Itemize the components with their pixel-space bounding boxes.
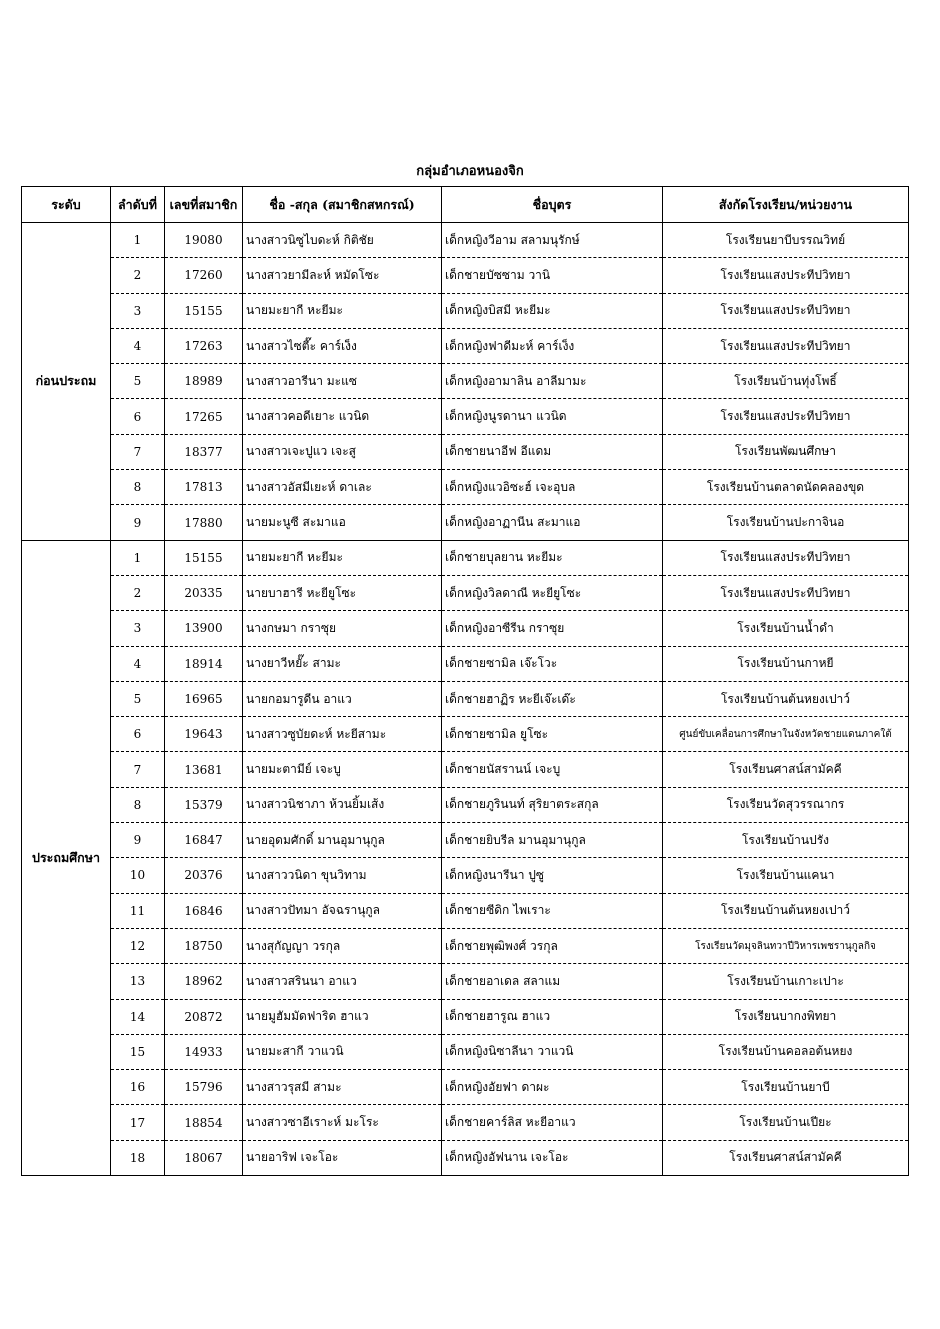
- child-name-cell: เด็กชายนาอีฟ อีแดม: [442, 434, 663, 469]
- member-name-cell: นางสุกัญญา วรกุล: [243, 928, 442, 963]
- table-row: [22, 1105, 909, 1140]
- table-row: [22, 364, 909, 399]
- table-row: [22, 928, 909, 963]
- member-id-cell: 15796: [165, 1070, 243, 1105]
- member-id-cell: 15155: [165, 540, 243, 575]
- member-id-cell: 14933: [165, 1034, 243, 1069]
- member-name-cell: นางสาวนิชาภา ห้วนยิ้มเส้ง: [243, 787, 442, 822]
- table-row: [22, 470, 909, 505]
- member-id-cell: 15379: [165, 787, 243, 822]
- level-cell: ก่อนประถม: [22, 223, 111, 541]
- order-cell: 5: [111, 364, 165, 399]
- member-id-cell: 17260: [165, 258, 243, 293]
- header-school: สังกัดโรงเรียน/หน่วยงาน: [663, 187, 909, 223]
- table-row: [22, 1070, 909, 1105]
- header-level: ระดับ: [22, 187, 111, 223]
- member-name-cell: นายมูฮัมมัดฟาริด ฮาแว: [243, 999, 442, 1034]
- table-row: [22, 964, 909, 999]
- member-id-cell: 18989: [165, 364, 243, 399]
- child-name-cell: เด็กหญิงนูรดานา แวนิด: [442, 399, 663, 434]
- member-name-cell: นายมะนูซี สะมาแอ: [243, 505, 442, 540]
- order-cell: 17: [111, 1105, 165, 1140]
- member-name-cell: นางสาวไซตี๊ะ คาร์เง็ง: [243, 328, 442, 363]
- member-name-cell: นายมะสากี วาแวนิ: [243, 1034, 442, 1069]
- school-cell: โรงเรียนบ้านปะกาจินอ: [663, 505, 909, 540]
- child-name-cell: เด็กหญิงนารีนา ปูซู: [442, 858, 663, 893]
- child-name-cell: เด็กหญิงบิสมี หะยีมะ: [442, 293, 663, 328]
- member-id-cell: 18854: [165, 1105, 243, 1140]
- member-id-cell: 18067: [165, 1140, 243, 1175]
- table-row: [22, 575, 909, 610]
- school-cell: โรงเรียนบ้านคอลอต้นหยง: [663, 1034, 909, 1069]
- table-row: [22, 540, 909, 575]
- order-cell: 9: [111, 505, 165, 540]
- order-cell: 15: [111, 1034, 165, 1069]
- member-name-cell: นางสาวนิซูไบดะห์ กิติชัย: [243, 223, 442, 258]
- table-row: [22, 328, 909, 363]
- member-name-cell: นางสาวยามีละห์ หมัดโซะ: [243, 258, 442, 293]
- table-row: [22, 223, 909, 258]
- member-name-cell: นายมะตามีย์ เจะบู: [243, 752, 442, 787]
- order-cell: 6: [111, 399, 165, 434]
- header-member-id: เลขที่สมาชิก: [165, 187, 243, 223]
- child-name-cell: เด็กชายบุลยาน หะยีมะ: [442, 540, 663, 575]
- member-id-cell: 15155: [165, 293, 243, 328]
- school-cell: โรงเรียนบ้านต้นหยงเปาว์: [663, 893, 909, 928]
- table-row: [22, 258, 909, 293]
- table-row: [22, 399, 909, 434]
- school-cell: โรงเรียนบ้านปรัง: [663, 823, 909, 858]
- member-name-cell: นายมะยากี หะยีมะ: [243, 540, 442, 575]
- order-cell: 16: [111, 1070, 165, 1105]
- school-cell: โรงเรียนวัดสุวรรณากร: [663, 787, 909, 822]
- member-name-cell: นางยาวีหยั๊ะ สามะ: [243, 646, 442, 681]
- school-cell: โรงเรียนแสงประทีปวิทยา: [663, 540, 909, 575]
- header-order: ลำดับที่: [111, 187, 165, 223]
- member-id-cell: 16846: [165, 893, 243, 928]
- table-body: [22, 223, 909, 1176]
- order-cell: 13: [111, 964, 165, 999]
- member-id-cell: 20872: [165, 999, 243, 1034]
- member-id-cell: 17813: [165, 470, 243, 505]
- school-cell: โรงเรียนบ้านแคนา: [663, 858, 909, 893]
- member-id-cell: 19643: [165, 717, 243, 752]
- school-cell: โรงเรียนวัดมุจลินทวาปีวิหารเพชรานุกูลกิจ: [663, 928, 909, 963]
- header-member-name: ชื่อ -สกุล (สมาชิกสหกรณ์): [243, 187, 442, 223]
- member-id-cell: 16847: [165, 823, 243, 858]
- member-name-cell: นางสาวเจะปูแว เจะสู: [243, 434, 442, 469]
- child-name-cell: เด็กหญิงฟาดีมะห์ คาร์เง็ง: [442, 328, 663, 363]
- order-cell: 4: [111, 646, 165, 681]
- school-cell: โรงเรียนแสงประทีปวิทยา: [663, 575, 909, 610]
- document-title: กลุ่มอำเภอหนองจิก: [416, 164, 524, 179]
- order-cell: 9: [111, 823, 165, 858]
- child-name-cell: เด็กหญิงอาฏานีน สะมาแอ: [442, 505, 663, 540]
- member-id-cell: 13900: [165, 611, 243, 646]
- member-id-cell: 17265: [165, 399, 243, 434]
- school-cell: โรงเรียนบากงพิทยา: [663, 999, 909, 1034]
- member-children-table: [21, 186, 909, 1176]
- child-name-cell: เด็กชายบัซซาม วานิ: [442, 258, 663, 293]
- member-name-cell: นางกษมา กราซุย: [243, 611, 442, 646]
- header-row: [22, 187, 909, 223]
- member-name-cell: นางสาวคอดีเยาะ แวนิด: [243, 399, 442, 434]
- table-row: [22, 893, 909, 928]
- order-cell: 8: [111, 787, 165, 822]
- table-row: [22, 858, 909, 893]
- table-row: [22, 681, 909, 716]
- member-name-cell: นางสาวปัทมา อัจฉรานุกูล: [243, 893, 442, 928]
- member-name-cell: นางสาวซูบัยดะห์ หะยีสามะ: [243, 717, 442, 752]
- child-name-cell: เด็กหญิงวีอาม สลามนุรักษ์: [442, 223, 663, 258]
- member-id-cell: 18914: [165, 646, 243, 681]
- order-cell: 18: [111, 1140, 165, 1175]
- member-name-cell: นายกอมารูดีน อาแว: [243, 681, 442, 716]
- school-cell: โรงเรียนศาสน์สามัคคี: [663, 752, 909, 787]
- member-name-cell: นางสาวรุสมี สามะ: [243, 1070, 442, 1105]
- school-cell: โรงเรียนบ้านต้นหยงเปาว์: [663, 681, 909, 716]
- school-cell: โรงเรียนบ้านตลาดนัดคลองขุด: [663, 470, 909, 505]
- order-cell: 12: [111, 928, 165, 963]
- order-cell: 10: [111, 858, 165, 893]
- order-cell: 2: [111, 258, 165, 293]
- member-id-cell: 19080: [165, 223, 243, 258]
- table-row: [22, 823, 909, 858]
- order-cell: 1: [111, 223, 165, 258]
- member-name-cell: นายบาฮารี หะยียูโซะ: [243, 575, 442, 610]
- member-name-cell: นายอาริฟ เจะโอะ: [243, 1140, 442, 1175]
- child-name-cell: เด็กหญิงอัยฟา ดาผะ: [442, 1070, 663, 1105]
- child-name-cell: เด็กชายคาร์ลิส หะยีอาแว: [442, 1105, 663, 1140]
- school-cell: โรงเรียนบ้านทุ่งโพธิ์: [663, 364, 909, 399]
- child-name-cell: เด็กชายฮารูณ ฮาแว: [442, 999, 663, 1034]
- order-cell: 1: [111, 540, 165, 575]
- school-cell: โรงเรียนแสงประทีปวิทยา: [663, 328, 909, 363]
- school-cell: โรงเรียนพัฒนศึกษา: [663, 434, 909, 469]
- child-name-cell: เด็กชายซีดิก ไพเราะ: [442, 893, 663, 928]
- school-cell: ศูนย์ขับเคลื่อนการศึกษาในจังหวัดชายแดนภาคใต้: [663, 717, 909, 752]
- table-row: [22, 293, 909, 328]
- member-name-cell: นายมะยากี หะยีมะ: [243, 293, 442, 328]
- child-name-cell: เด็กชายซามิล ยูโซะ: [442, 717, 663, 752]
- member-id-cell: 18377: [165, 434, 243, 469]
- order-cell: 7: [111, 434, 165, 469]
- table-row: [22, 611, 909, 646]
- order-cell: 2: [111, 575, 165, 610]
- child-name-cell: เด็กชายฮาฏิร หะยีเจ๊ะเด๊ะ: [442, 681, 663, 716]
- school-cell: โรงเรียนแสงประทีปวิทยา: [663, 399, 909, 434]
- order-cell: 6: [111, 717, 165, 752]
- school-cell: โรงเรียนบ้านเปียะ: [663, 1105, 909, 1140]
- order-cell: 3: [111, 293, 165, 328]
- order-cell: 5: [111, 681, 165, 716]
- level-cell: ประถมศึกษา: [22, 540, 111, 1175]
- table-row: [22, 752, 909, 787]
- child-name-cell: เด็กชายนัสรานน์ เจะบู: [442, 752, 663, 787]
- member-id-cell: 16965: [165, 681, 243, 716]
- table-row: [22, 787, 909, 822]
- order-cell: 7: [111, 752, 165, 787]
- child-name-cell: เด็กชายยิบรีล มานอุมานุกูล: [442, 823, 663, 858]
- member-id-cell: 13681: [165, 752, 243, 787]
- member-id-cell: 18750: [165, 928, 243, 963]
- order-cell: 8: [111, 470, 165, 505]
- school-cell: โรงเรียนแสงประทีปวิทยา: [663, 293, 909, 328]
- member-id-cell: 20376: [165, 858, 243, 893]
- table-row: [22, 999, 909, 1034]
- child-name-cell: เด็กหญิงนิซาลีนา วาแวนิ: [442, 1034, 663, 1069]
- child-name-cell: เด็กหญิงอัฟนาน เจะโอะ: [442, 1140, 663, 1175]
- member-id-cell: 17263: [165, 328, 243, 363]
- school-cell: โรงเรียนบ้านน้ำดำ: [663, 611, 909, 646]
- order-cell: 14: [111, 999, 165, 1034]
- school-cell: โรงเรียนยาบีบรรณวิทย์: [663, 223, 909, 258]
- order-cell: 11: [111, 893, 165, 928]
- table-row: [22, 717, 909, 752]
- order-cell: 3: [111, 611, 165, 646]
- child-name-cell: เด็กหญิงอามาลิน อาลีมามะ: [442, 364, 663, 399]
- table-row: [22, 434, 909, 469]
- school-cell: โรงเรียนศาสน์สามัคคี: [663, 1140, 909, 1175]
- child-name-cell: เด็กชายซามิล เจ๊ะโวะ: [442, 646, 663, 681]
- table-row: [22, 505, 909, 540]
- member-name-cell: นายอุดมศักดิ์ มานอุมานุกูล: [243, 823, 442, 858]
- child-name-cell: เด็กชายภูรินนท์ สุริยาตระสกุล: [442, 787, 663, 822]
- header-child-name: ชื่อบุตร: [442, 187, 663, 223]
- member-name-cell: นางสาวสรินนา อาแว: [243, 964, 442, 999]
- school-cell: โรงเรียนบ้านเกาะเปาะ: [663, 964, 909, 999]
- member-id-cell: 20335: [165, 575, 243, 610]
- child-name-cell: เด็กชายพุฒิพงศ์ วรกุล: [442, 928, 663, 963]
- table-row: [22, 646, 909, 681]
- school-cell: โรงเรียนบ้านยาบี: [663, 1070, 909, 1105]
- child-name-cell: เด็กหญิงอาซีรีน กราซุย: [442, 611, 663, 646]
- member-name-cell: นางสาวอารีนา มะแซ: [243, 364, 442, 399]
- member-name-cell: นางสาวซาอีเราะห์ มะโระ: [243, 1105, 442, 1140]
- table-header: [22, 187, 909, 223]
- child-name-cell: เด็กหญิงวิลดาณี หะยียูโซะ: [442, 575, 663, 610]
- member-id-cell: 18962: [165, 964, 243, 999]
- table-row: [22, 1140, 909, 1175]
- table-row: [22, 1034, 909, 1069]
- member-name-cell: นางสาววนิดา ขุนวิทาม: [243, 858, 442, 893]
- school-cell: โรงเรียนแสงประทีปวิทยา: [663, 258, 909, 293]
- school-cell: โรงเรียนบ้านกาหยี: [663, 646, 909, 681]
- child-name-cell: เด็กชายอาเดล สลาแม: [442, 964, 663, 999]
- child-name-cell: เด็กหญิงแวอิซะฮ์ เจะอุบล: [442, 470, 663, 505]
- member-name-cell: นางสาวอัสมีเยะห์ ดาเละ: [243, 470, 442, 505]
- order-cell: 4: [111, 328, 165, 363]
- member-id-cell: 17880: [165, 505, 243, 540]
